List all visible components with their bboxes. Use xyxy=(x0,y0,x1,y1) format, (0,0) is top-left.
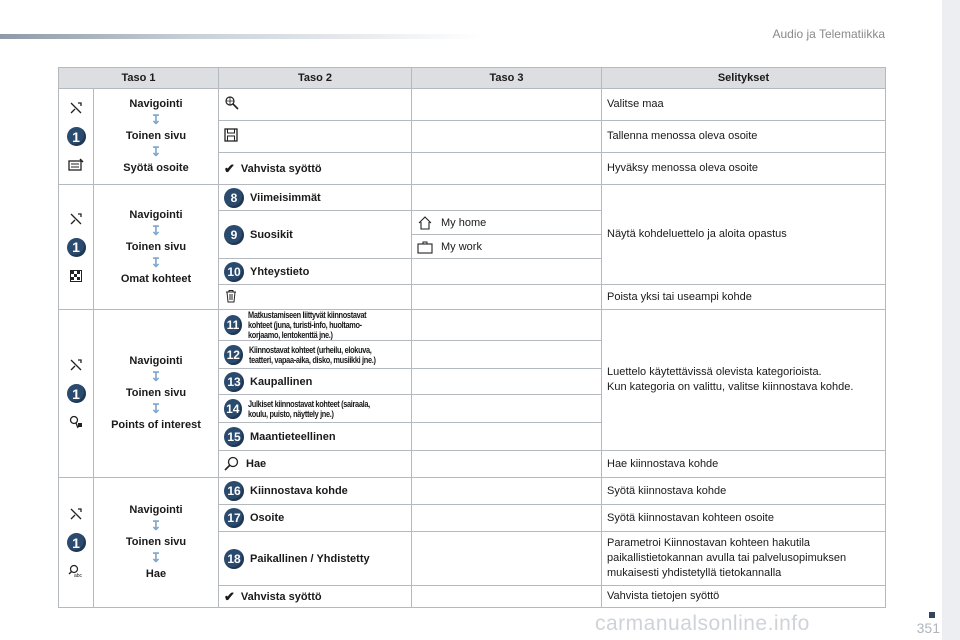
navigation-icon xyxy=(59,206,93,232)
level1-icons xyxy=(59,89,94,185)
path-step-3: Syötä osoite xyxy=(123,162,189,174)
merged-description-cell: Näytä kohdeluettelo ja aloita opastus xyxy=(602,185,886,285)
path-step-2: Toinen sivu xyxy=(125,240,187,253)
level3-cell xyxy=(412,423,602,451)
level3-cell xyxy=(412,235,602,259)
description-cell: Syötä kiinnostavan kohteen osoite xyxy=(602,505,886,532)
level2-label: Maantieteellinen xyxy=(250,430,336,443)
level2-label: Paikallinen / Yhdistetty xyxy=(250,552,370,565)
arrow-down-icon: ↧ xyxy=(150,401,162,416)
level2-label: Osoite xyxy=(250,512,285,524)
level2-cell xyxy=(219,341,412,369)
level2-cell xyxy=(219,121,412,153)
checkered-flag-icon xyxy=(59,263,93,289)
level2-label: Vahvista syöttö xyxy=(240,162,322,175)
item-number-badge: 15 xyxy=(224,427,244,447)
level2-cell xyxy=(219,259,412,285)
level3-cell xyxy=(412,586,602,608)
level1-path xyxy=(94,478,219,608)
level2-cell xyxy=(219,395,412,423)
level3-cell xyxy=(412,285,602,310)
level2-label: Viimeisimmät xyxy=(250,191,321,204)
item-number-badge: 18 xyxy=(224,549,244,569)
level2-cell xyxy=(219,451,412,478)
level2-cell xyxy=(219,478,412,505)
path-step-2: Toinen sivu xyxy=(125,387,187,399)
level1-path xyxy=(94,89,219,185)
arrow-down-icon: ↧ xyxy=(150,222,162,238)
item-number-badge: 14 xyxy=(224,399,242,419)
header-gradient-bar xyxy=(0,34,480,39)
item-number-badge: 17 xyxy=(224,508,244,528)
column-header-selitykset: Selitykset xyxy=(602,68,886,89)
level2-cell xyxy=(219,310,412,341)
level2-label: Julkiset kiinnostavat kohteet (sairaala, koulu, puisto, näyttely jne.) xyxy=(247,398,370,419)
navigation-menu-table xyxy=(58,67,886,608)
level3-cell xyxy=(412,211,602,235)
path-step-3: Points of interest xyxy=(111,419,201,431)
item-number-badge: 9 xyxy=(224,225,244,245)
path-step-1: Navigointi xyxy=(129,98,183,110)
level3-cell xyxy=(412,121,602,153)
level2-label: Yhteystieto xyxy=(250,265,310,278)
arrow-down-icon: ↧ xyxy=(150,518,162,533)
level2-label: Suosikit xyxy=(250,228,293,241)
navigation-icon xyxy=(59,95,93,121)
description-cell: Tallenna menossa oleva osoite xyxy=(602,121,886,153)
level2-cell xyxy=(219,185,412,211)
level3-cell xyxy=(412,369,602,395)
level1-path xyxy=(94,310,219,478)
level3-label: My home xyxy=(441,216,487,229)
description-cell: Poista yksi tai useampi kohde xyxy=(602,285,886,310)
arrow-down-icon: ↧ xyxy=(150,550,162,565)
column-header-taso3: Taso 3 xyxy=(412,68,602,89)
navigation-icon xyxy=(59,352,93,378)
description-cell: Syötä kiinnostava kohde xyxy=(602,478,886,505)
level2-cell xyxy=(219,586,412,608)
level3-label: My work xyxy=(441,240,482,253)
level2-label: Matkustamiseen liittyvät kiinnostavat kohteet (juna, turisti-info, huoltamo-korjaamo, lentokenttä jne.) xyxy=(248,310,367,340)
level3-cell xyxy=(412,532,602,586)
arrow-down-icon: ↧ xyxy=(150,112,162,127)
level2-cell xyxy=(219,285,412,310)
column-header-taso1: Taso 1 xyxy=(59,68,219,89)
level2-cell xyxy=(219,89,412,121)
level2-label: Kiinnostava kohde xyxy=(250,485,348,497)
path-step-2: Toinen sivu xyxy=(125,130,187,142)
briefcase-icon xyxy=(417,240,433,254)
level2-label: Kiinnostavat kohteet (urheilu, elokuva, teatteri, vapaa-aika, disko, musiikki jne.) xyxy=(248,344,376,365)
arrow-down-icon: ↧ xyxy=(150,254,162,270)
level1-icons xyxy=(59,478,94,608)
step-badge: 1 xyxy=(67,384,86,403)
level2-label: Kaupallinen xyxy=(250,375,313,388)
arrow-down-icon: ↧ xyxy=(150,369,162,384)
level2-label: Hae xyxy=(246,458,267,470)
search-magnifier-icon xyxy=(224,456,240,472)
level3-cell xyxy=(412,478,602,505)
navigation-icon xyxy=(59,501,93,527)
checkmark-icon: ✔ xyxy=(224,588,235,604)
table-header-row xyxy=(59,68,886,89)
item-number-badge: 11 xyxy=(224,315,242,335)
description-cell: Parametroi Kiinnostavan kohteen hakutila paikallistietokannan avulla tai palvelusopimuksen mukaisesti yhdistetyllä tietokannalla xyxy=(602,532,886,586)
merged-description-cell: Luettelo käytettävissä olevista kategorioista. Kun kategoria on valittu, valitse kiinnostava kohde. xyxy=(602,310,886,451)
poi-flag-icon xyxy=(59,409,93,435)
home-icon xyxy=(417,216,433,230)
level2-cell xyxy=(219,211,412,259)
page-number: 351 xyxy=(916,620,940,636)
page-marker xyxy=(929,612,935,618)
level3-cell xyxy=(412,505,602,532)
path-step-1: Navigointi xyxy=(129,355,183,367)
item-number-badge: 16 xyxy=(224,481,244,501)
level3-cell xyxy=(412,89,602,121)
step-badge: 1 xyxy=(67,238,86,257)
watermark: carmanualsonline.info xyxy=(595,612,810,635)
level3-cell xyxy=(412,185,602,211)
table-row xyxy=(59,478,886,505)
table-row xyxy=(59,310,886,341)
level3-cell xyxy=(412,395,602,423)
level3-cell xyxy=(412,153,602,185)
level3-cell xyxy=(412,310,602,341)
level3-cell xyxy=(412,451,602,478)
level2-cell xyxy=(219,153,412,185)
level1-icons xyxy=(59,310,94,478)
trash-icon xyxy=(224,289,238,303)
item-number-badge: 8 xyxy=(224,188,244,208)
path-step-2: Toinen sivu xyxy=(125,536,187,548)
step-badge: 1 xyxy=(67,533,86,552)
search-abc-icon xyxy=(59,558,93,584)
item-number-badge: 10 xyxy=(224,262,244,282)
step-badge: 1 xyxy=(67,127,86,146)
level3-cell xyxy=(412,341,602,369)
level2-label: Vahvista syöttö xyxy=(240,590,322,603)
path-step-3: Omat kohteet xyxy=(120,272,192,285)
svg-text:abc: abc xyxy=(74,573,83,578)
level2-cell xyxy=(219,505,412,532)
description-cell: Vahvista tietojen syöttö xyxy=(602,586,886,608)
level1-icons xyxy=(59,185,94,310)
table-row xyxy=(59,185,886,211)
table-row xyxy=(59,89,886,121)
description-cell: Hyväksy menossa oleva osoite xyxy=(602,153,886,185)
checkmark-icon: ✔ xyxy=(224,160,235,176)
save-disk-icon xyxy=(224,128,238,142)
path-step-1: Navigointi xyxy=(129,504,183,516)
description-cell: Hae kiinnostava kohde xyxy=(602,451,886,478)
keyboard-entry-icon xyxy=(59,152,93,178)
item-number-badge: 13 xyxy=(224,372,244,392)
section-title: Audio ja Telematiikka xyxy=(772,27,885,41)
level1-path xyxy=(94,185,219,310)
level2-cell xyxy=(219,423,412,451)
country-globe-icon xyxy=(224,95,240,111)
level2-cell xyxy=(219,369,412,395)
path-step-3: Hae xyxy=(145,568,167,580)
column-header-taso2: Taso 2 xyxy=(219,68,412,89)
level3-cell xyxy=(412,259,602,285)
path-step-1: Navigointi xyxy=(129,208,183,221)
right-edge-stripe xyxy=(942,0,960,640)
item-number-badge: 12 xyxy=(224,345,243,365)
arrow-down-icon: ↧ xyxy=(150,144,162,159)
description-cell: Valitse maa xyxy=(602,89,886,121)
level2-cell xyxy=(219,532,412,586)
